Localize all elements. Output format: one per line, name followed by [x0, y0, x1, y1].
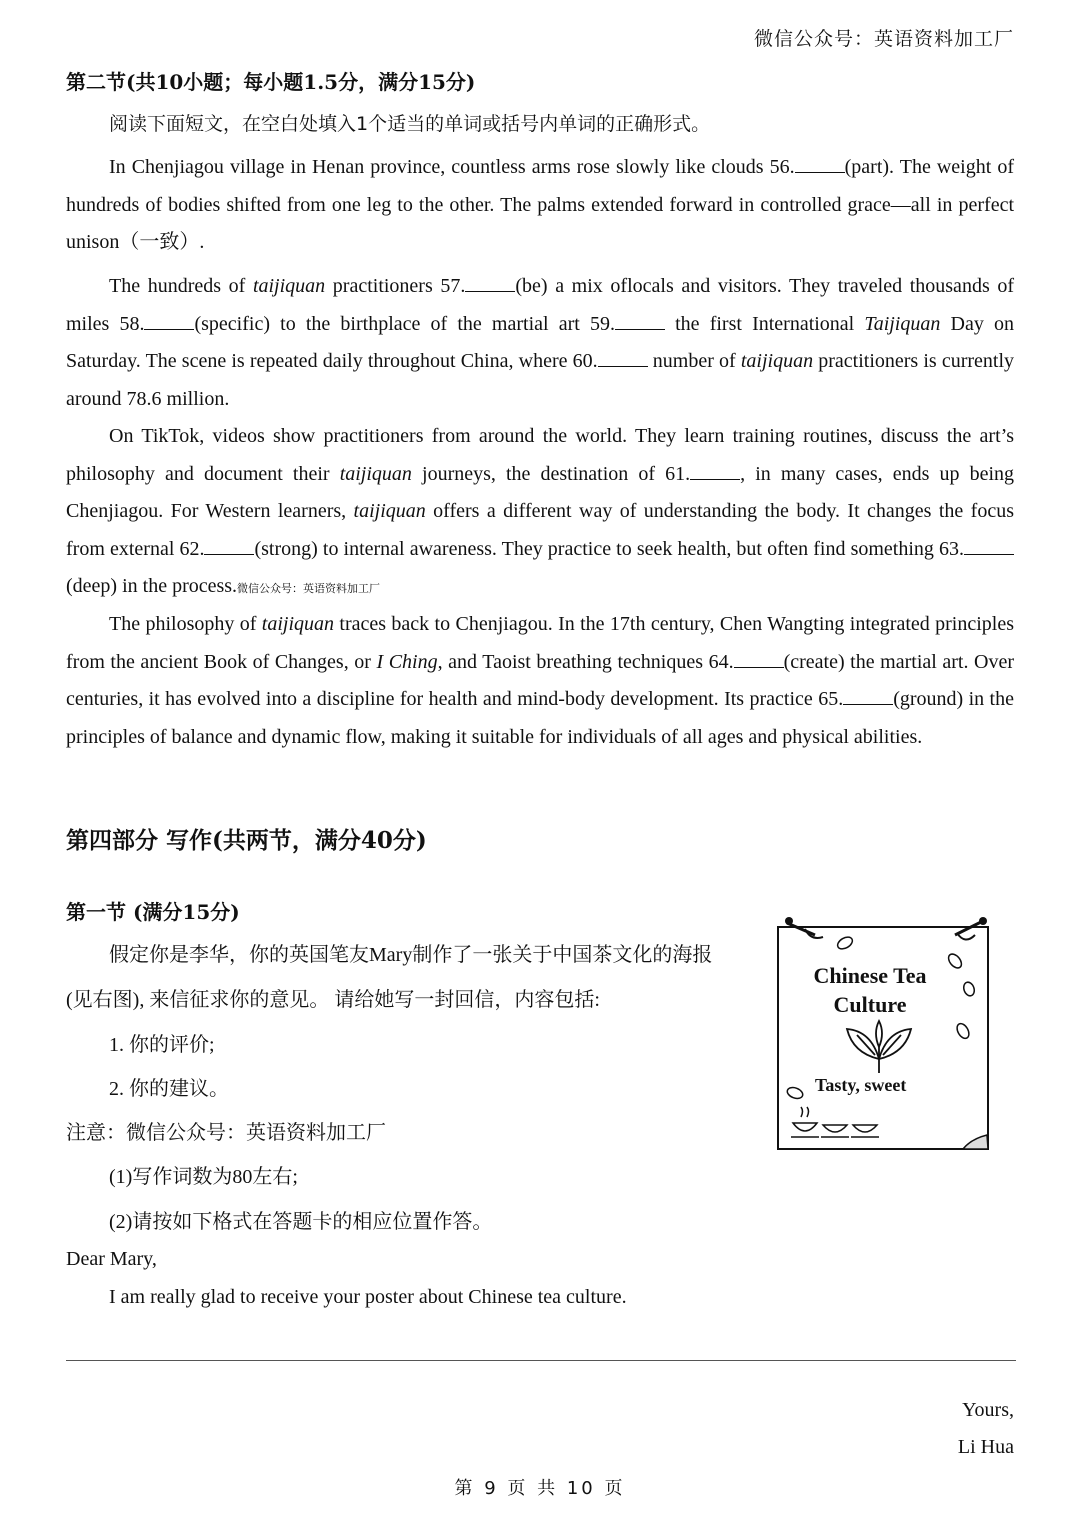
letter-salutation: Dear Mary, [66, 1248, 157, 1270]
blank-64 [734, 649, 784, 668]
italic-term: taijiquan [339, 462, 412, 485]
inline-watermark-note: 微信公众号：英语资料加工厂 [237, 582, 381, 596]
italic-term: taijiquan [740, 350, 814, 373]
passage-text: (part). The weight of hundreds of bodies shifted from one leg to the other. The palms extended forward in controlled grace—all in perfect unison（一致）. [66, 156, 1014, 254]
note-item-1: (1)写作词数为80左右; [109, 1166, 298, 1188]
task-line-1: 假定你是李华，你的英国笔友Mary制作了一张关于中国茶文化的海报 [109, 944, 713, 966]
italic-term: taijiquan [353, 500, 426, 523]
answer-divider-line [66, 1360, 1016, 1361]
passage-text: number of [647, 350, 741, 373]
passage-text: In Chenjiagou village in Henan province, countless arms rose slowly like clouds 56. [109, 156, 795, 178]
header-watermark-note: 微信公众号：英语资料加工厂 [753, 28, 1014, 50]
poster-title-line-2: Culture [833, 992, 907, 1017]
blank-59 [615, 311, 665, 330]
italic-term: taijiquan [252, 275, 326, 297]
passage-text: offers a different way of understanding the body. It changes the focus from external 62. [66, 500, 1015, 560]
passage-text: , and Taoist breathing techniques 64. [437, 650, 734, 673]
note-item-2: (2)请按如下格式在答题卡的相应位置作答。 [109, 1211, 493, 1233]
note-line: 注意：微信公众号：英语资料加工厂 [66, 1122, 386, 1144]
passage-text: practitioners 57. [325, 275, 466, 297]
passage-paragraph-3 [66, 418, 1014, 608]
italic-term: taijiquan [261, 613, 335, 635]
passage-text: The hundreds of [109, 275, 253, 297]
section2-heading: 第二节(共10小题；每小题1.5分，满分15分) [66, 70, 476, 94]
italic-term: Taijiquan [864, 312, 941, 335]
passage-paragraph-1 [66, 149, 1014, 262]
blank-60 [598, 348, 648, 367]
passage-paragraph-2 [66, 268, 1014, 418]
passage-text: Day on Saturday. The scene is repeated daily throughout China, where 60. [66, 312, 1014, 373]
passage-text: The philosophy of [109, 613, 262, 635]
italic-term: I Ching [376, 650, 438, 673]
passage-text: journeys, the destination of 61. [411, 462, 691, 485]
part4-heading: 第四部分 写作(共两节，满分40分) [66, 827, 427, 854]
part4-subheading: 第一节 (满分15分) [66, 900, 240, 924]
tea-culture-poster [775, 913, 993, 1153]
blank-62 [204, 536, 254, 555]
passage-text: the first International [664, 312, 865, 335]
letter-opening: I am really glad to receive your poster about Chinese tea culture. [109, 1286, 627, 1308]
blank-63 [964, 536, 1014, 555]
passage-text: (strong) to internal awareness. They practice to seek health, but often find something 63. [254, 537, 964, 560]
poster-caption: Tasty, sweet [815, 1075, 907, 1095]
passage-text: (specific) to the birthplace of the martial art 59. [194, 312, 615, 335]
poster-title-line-1: Chinese Tea [813, 963, 927, 988]
section2-instruction: 阅读下面短文，在空白处填入1个适当的单词或括号内单词的正确形式。 [109, 113, 711, 135]
letter-signature: Li Hua [957, 1436, 1014, 1458]
blank-57 [465, 273, 515, 292]
passage-text: practitioners is currently around 78.6 million. [66, 350, 1015, 410]
passage-text: (ground) in the principles of balance and dynamic flow, making it suitable for individuals of all ages and physical abilities. [66, 688, 1014, 748]
passage-text: (deep) in the process. [66, 575, 238, 598]
blank-65 [843, 686, 893, 705]
task-item-1: 1. 你的评价; [109, 1034, 215, 1056]
page-footer: 第 9 页 共 10 页 [454, 1478, 626, 1499]
task-line-2: (见右图), 来信征求你的意见。 请给她写一封回信，内容包括: [66, 989, 600, 1011]
poster-graphic [775, 913, 993, 1153]
passage-text: On TikTok, videos show practitioners from around the world. They learn training routines, discuss the art’s philosophy and document their [66, 425, 1014, 485]
blank-61 [690, 461, 740, 480]
passage-text: traces back to Chenjiagou. In the 17th century, Chen Wangting integrated principles from the ancient Book of Changes, or [66, 613, 1015, 673]
passage-text: , in many cases, ends up being Chenjiagou. For Western learners, [66, 462, 1015, 523]
passage-paragraph-4 [66, 606, 1014, 756]
passage-text: (create) the martial art. Over centuries, it has evolved into a discipline for health and mind-body development. Its practice 65. [66, 650, 1014, 711]
blank-58 [144, 311, 194, 330]
letter-closing: Yours, [962, 1399, 1014, 1421]
passage-text: (be) a mix oflocals and visitors. They traveled thousands of miles 58. [66, 275, 1014, 335]
task-item-2: 2. 你的建议。 [109, 1078, 229, 1100]
blank-56 [795, 154, 845, 173]
